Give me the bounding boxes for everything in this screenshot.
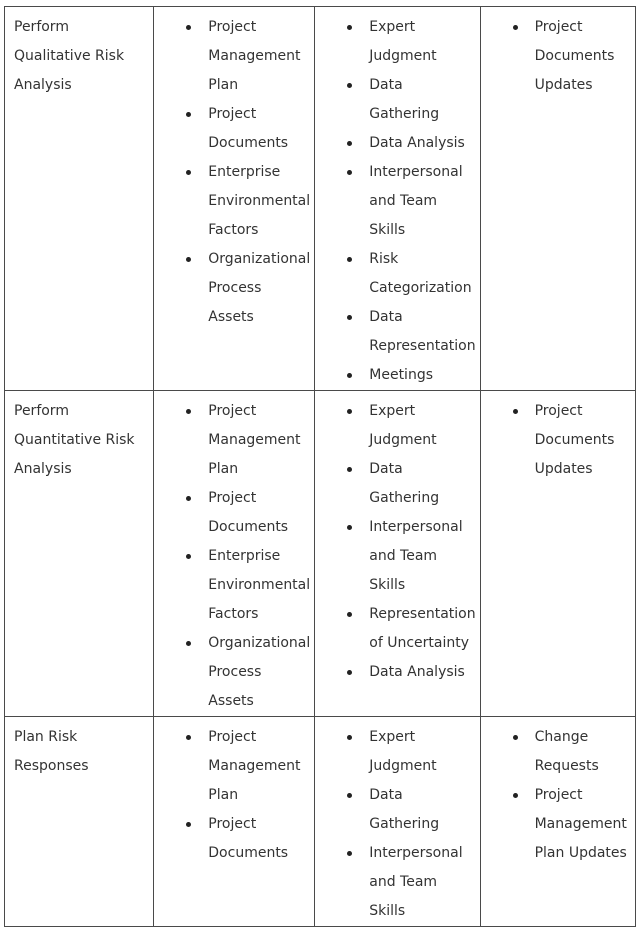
list-item: Interpersonal and Team Skills (315, 158, 475, 245)
list-item: Project Documents (154, 100, 310, 158)
outputs-list (481, 717, 635, 868)
list-item: Expert Judgment (315, 13, 475, 71)
tools-list (315, 717, 479, 926)
outputs-cell (480, 391, 635, 717)
outputs-cell (480, 7, 635, 391)
process-table (4, 6, 636, 927)
outputs-list (481, 7, 635, 100)
list-item: Project Management Plan (154, 13, 310, 100)
list-item: Data Analysis (315, 658, 475, 687)
tools-cell (315, 391, 480, 717)
inputs-list (154, 7, 314, 332)
list-item: Data Gathering (315, 781, 475, 839)
list-item: Interpersonal and Team Skills (315, 839, 475, 926)
list-item: Project Documents Updates (481, 13, 631, 100)
tools-cell (315, 7, 480, 391)
inputs-list (154, 391, 314, 716)
list-item: Data Gathering (315, 71, 475, 129)
list-item: Project Documents Updates (481, 397, 631, 484)
list-item: Project Management Plan (154, 397, 310, 484)
list-item: Data Gathering (315, 455, 475, 513)
list-item: Project Documents (154, 810, 310, 868)
list-item: Expert Judgment (315, 723, 475, 781)
process-cell (5, 391, 154, 717)
list-item: Change Requests (481, 723, 631, 781)
process-cell (5, 7, 154, 391)
list-item: Enterprise Environmental Factors (154, 158, 310, 245)
list-item: Organizational Process Assets (154, 629, 310, 716)
list-item: Meetings (315, 361, 475, 390)
table-row (5, 7, 636, 391)
inputs-cell (154, 391, 315, 717)
inputs-list (154, 717, 314, 868)
table-row (5, 391, 636, 717)
tools-cell (315, 717, 480, 927)
list-item: Project Documents (154, 484, 310, 542)
process-name: Perform Qualitative Risk Analysis (14, 19, 125, 93)
list-item: Interpersonal and Team Skills (315, 513, 475, 600)
tools-list (315, 7, 479, 390)
list-item: Risk Categorization (315, 245, 475, 303)
outputs-list (481, 391, 635, 484)
list-item: Enterprise Environmental Factors (154, 542, 310, 629)
process-cell (5, 717, 154, 927)
inputs-cell (154, 717, 315, 927)
list-item: Project Management Plan Updates (481, 781, 631, 868)
process-name: Plan Risk Responses (14, 729, 89, 774)
list-item: Data Analysis (315, 129, 475, 158)
list-item: Project Management Plan (154, 723, 310, 810)
outputs-cell (480, 717, 635, 927)
list-item: Expert Judgment (315, 397, 475, 455)
inputs-cell (154, 7, 315, 391)
list-item: Organizational Process Assets (154, 245, 310, 332)
tools-list (315, 391, 479, 687)
list-item: Data Representation (315, 303, 475, 361)
process-name: Perform Quantitative Risk Analysis (14, 403, 135, 477)
table-row (5, 717, 636, 927)
list-item: Representation of Uncertainty (315, 600, 475, 658)
